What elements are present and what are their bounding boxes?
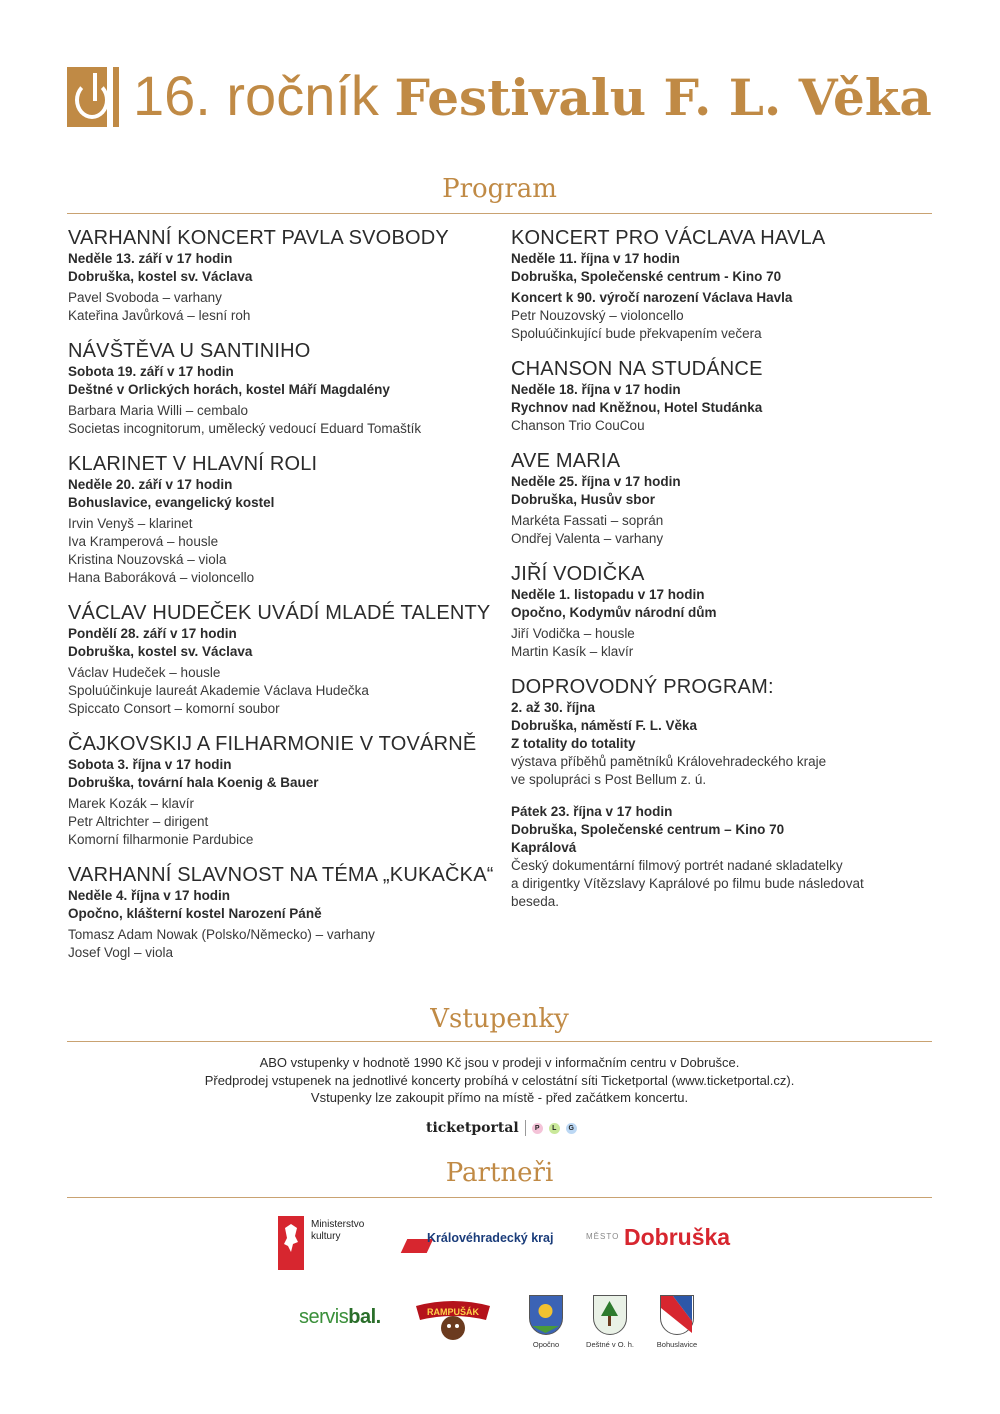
tickets-line: Vstupenky lze zakoupit přímo na místě - před začátkem koncertu. xyxy=(310,1090,689,1105)
event-title: AVE MARIA xyxy=(511,450,621,472)
program-right-column xyxy=(511,226,941,925)
event-description: beseda. xyxy=(511,894,560,909)
ticketportal-logo xyxy=(426,1119,577,1137)
tickets-heading: Vstupenky xyxy=(430,1004,569,1034)
event xyxy=(511,449,941,548)
event-performer: Spiccato Consort – komorní soubor xyxy=(68,701,280,716)
coat-label: Opočno xyxy=(532,1340,560,1349)
event-description: ve spolupráci s Post Bellum z. ú. xyxy=(511,772,707,787)
ticketportal-wordmark: ticketportal xyxy=(426,1120,519,1136)
tickets-info xyxy=(67,1054,932,1107)
plg-dot-l: L xyxy=(549,1123,560,1134)
partners-heading: Partneři xyxy=(445,1158,554,1188)
event-performer: Chanson Trio CouCou xyxy=(511,418,645,433)
coat-label: Bohuslavice xyxy=(656,1340,698,1349)
event xyxy=(511,562,941,661)
rampusak-logo xyxy=(412,1298,494,1342)
event-description: a dirigentky Vítězslavy Kaprálové po filmu bude následovat xyxy=(511,876,864,891)
rampusak-text: RAMPUŠÁK xyxy=(426,1307,480,1317)
accompanying-program xyxy=(511,675,941,911)
ministry-line: kultury xyxy=(311,1231,341,1242)
header xyxy=(67,62,932,132)
event-title: ČAJKOVSKIJ A FILHARMONIE V TOVÁRNĚ xyxy=(68,733,477,755)
event-title: KONCERT PRO VÁCLAVA HAVLA xyxy=(511,227,826,249)
region-logo: Královéhradecký kraj xyxy=(427,1231,554,1245)
event-performer: Petr Altrichter – dirigent xyxy=(68,814,209,829)
event-date: Neděle 20. září v 17 hodin xyxy=(68,477,233,492)
event-date: Neděle 1. listopadu v 17 hodin xyxy=(511,587,705,602)
event-title: JIŘÍ VODIČKA xyxy=(511,563,645,585)
plg-dot-p: P xyxy=(532,1123,543,1134)
event-place: Dobruška, Husův sbor xyxy=(511,492,656,507)
event-place: Opočno, klášterní kostel Narození Páně xyxy=(68,906,322,921)
event-performer: Barbara Maria Willi – cembalo xyxy=(68,403,249,418)
event-performer: Martin Kasík – klavír xyxy=(511,644,634,659)
event-title: VÁCLAV HUDEČEK UVÁDÍ MLADÉ TALENTY xyxy=(68,602,491,624)
event-description: výstava příběhů pamětníků Královehradeckého kraje xyxy=(511,754,827,769)
event-place: Bohuslavice, evangelický kostel xyxy=(68,495,275,510)
event-title: VARHANNÍ KONCERT PAVLA SVOBODY xyxy=(68,227,449,249)
event xyxy=(68,452,498,587)
coat-label: Deštné v O. h. xyxy=(586,1340,634,1349)
festival-name: Festivalu F. L. Věka xyxy=(394,68,932,127)
event-place: Rychnov nad Kněžnou, Hotel Studánka xyxy=(511,400,763,415)
tickets-divider xyxy=(67,1041,932,1042)
event-performer: Spoluúčinkující bude překvapením večera xyxy=(511,326,762,341)
event-date: Neděle 18. října v 17 hodin xyxy=(511,382,681,397)
ministry-logo xyxy=(311,1219,364,1243)
event-performer: Hana Baboráková – violoncello xyxy=(68,570,255,585)
tickets-line: ABO vstupenky v hodnotě 1990 Kč jsou v prodeji v informačním centru v Dobrušce. xyxy=(259,1055,740,1070)
event-date: Neděle 13. září v 17 hodin xyxy=(68,251,233,266)
town-logo: Dobruška xyxy=(624,1224,731,1250)
servisbal-logo: servisbal. xyxy=(299,1306,381,1328)
plg-dot-g: G xyxy=(566,1123,577,1134)
event-place: Dobruška, Společenské centrum – Kino 70 xyxy=(511,822,785,837)
event-title: NÁVŠTĚVA U SANTINIHO xyxy=(68,340,311,362)
program-left-column xyxy=(68,226,498,976)
event xyxy=(511,357,941,435)
event-place: Dobruška, náměstí F. L. Věka xyxy=(511,718,698,733)
event-performer: Spoluúčinkuje laureát Akademie Václava Hudečka xyxy=(68,683,369,698)
event-subtitle: Koncert k 90. výročí narození Václava Havla xyxy=(511,290,793,305)
logo-separator xyxy=(525,1120,526,1136)
program-divider xyxy=(67,213,932,214)
event-date: 2. až 30. října xyxy=(511,700,596,715)
town-label: MĚSTO xyxy=(586,1232,620,1241)
event-description: Český dokumentární filmový portrét nadané skladatelky xyxy=(511,858,843,873)
event xyxy=(68,226,498,325)
event-place: Dobruška, tovární hala Koenig & Bauer xyxy=(68,775,319,790)
event-performer: Jiří Vodička – housle xyxy=(511,626,635,641)
event-date: Sobota 3. října v 17 hodin xyxy=(68,757,232,772)
event-place: Dobruška, kostel sv. Václava xyxy=(68,644,253,659)
event xyxy=(68,339,498,438)
event-performer: Tomasz Adam Nowak (Polsko/Německo) – varhany xyxy=(68,927,375,942)
ministry-lion-icon xyxy=(278,1216,304,1270)
opocno-coat-of-arms-icon xyxy=(529,1295,563,1335)
ministry-line: Ministerstvo xyxy=(311,1219,365,1230)
event-performer: Václav Hudeček – housle xyxy=(68,665,221,680)
event-subtitle: Z totality do totality xyxy=(511,736,636,751)
edition-text: 16. ročník xyxy=(133,64,379,127)
event-performer: Marek Kozák – klavír xyxy=(68,796,195,811)
event xyxy=(68,732,498,849)
page-title xyxy=(133,66,932,128)
festival-logo-icon xyxy=(67,67,123,127)
event-performer: Iva Kramperová – housle xyxy=(68,534,219,549)
event-performer: Josef Vogl – viola xyxy=(68,945,174,960)
event-performer: Komorní filharmonie Pardubice xyxy=(68,832,254,847)
event-place: Dobruška, Společenské centrum - Kino 70 xyxy=(511,269,782,284)
event-performer: Petr Nouzovský – violoncello xyxy=(511,308,684,323)
event-title: KLARINET V HLAVNÍ ROLI xyxy=(68,453,318,475)
event-performer: Kateřina Javůrková – lesní roh xyxy=(68,308,251,323)
event-date: Pondělí 28. září v 17 hodin xyxy=(68,626,237,641)
event-subtitle: Kaprálová xyxy=(511,840,577,855)
event xyxy=(511,226,941,343)
event-date: Neděle 11. října v 17 hodin xyxy=(511,251,680,266)
bohuslavice-coat-of-arms-icon xyxy=(660,1295,694,1335)
event-place: Dobruška, kostel sv. Václava xyxy=(68,269,253,284)
event-title: CHANSON NA STUDÁNCE xyxy=(511,358,763,380)
event-date: Neděle 25. října v 17 hodin xyxy=(511,474,681,489)
event-date: Pátek 23. října v 17 hodin xyxy=(511,804,673,819)
event-performer: Markéta Fassati – soprán xyxy=(511,513,664,528)
event-performer: Societas incognitorum, umělecký vedoucí Eduard Tomaštík xyxy=(68,421,422,436)
event-place: Opočno, Kodymův národní dům xyxy=(511,605,717,620)
event-title: VARHANNÍ SLAVNOST NA TÉMA „KUKAČKA“ xyxy=(68,864,494,886)
event-performer: Ondřej Valenta – varhany xyxy=(511,531,664,546)
event-date: Sobota 19. září v 17 hodin xyxy=(68,364,234,379)
program-heading: Program xyxy=(442,174,557,204)
event-place: Deštné v Orlických horách, kostel Máří Magdalény xyxy=(68,382,390,397)
event-performer: Kristina Nouzovská – viola xyxy=(68,552,227,567)
partners-divider xyxy=(67,1197,932,1198)
event-performer: Pavel Svoboda – varhany xyxy=(68,290,222,305)
event-performer: Irvin Venyš – klarinet xyxy=(68,516,193,531)
event xyxy=(68,601,498,718)
event-date: Neděle 4. října v 17 hodin xyxy=(68,888,231,903)
tickets-line: Předprodej vstupenek na jednotlivé koncerty probíhá v celostátní síti Ticketportal (www.ticketportal.cz). xyxy=(204,1072,795,1088)
event-title: DOPROVODNÝ PROGRAM: xyxy=(511,676,774,698)
event xyxy=(68,863,498,962)
destne-coat-of-arms-icon xyxy=(593,1295,627,1335)
